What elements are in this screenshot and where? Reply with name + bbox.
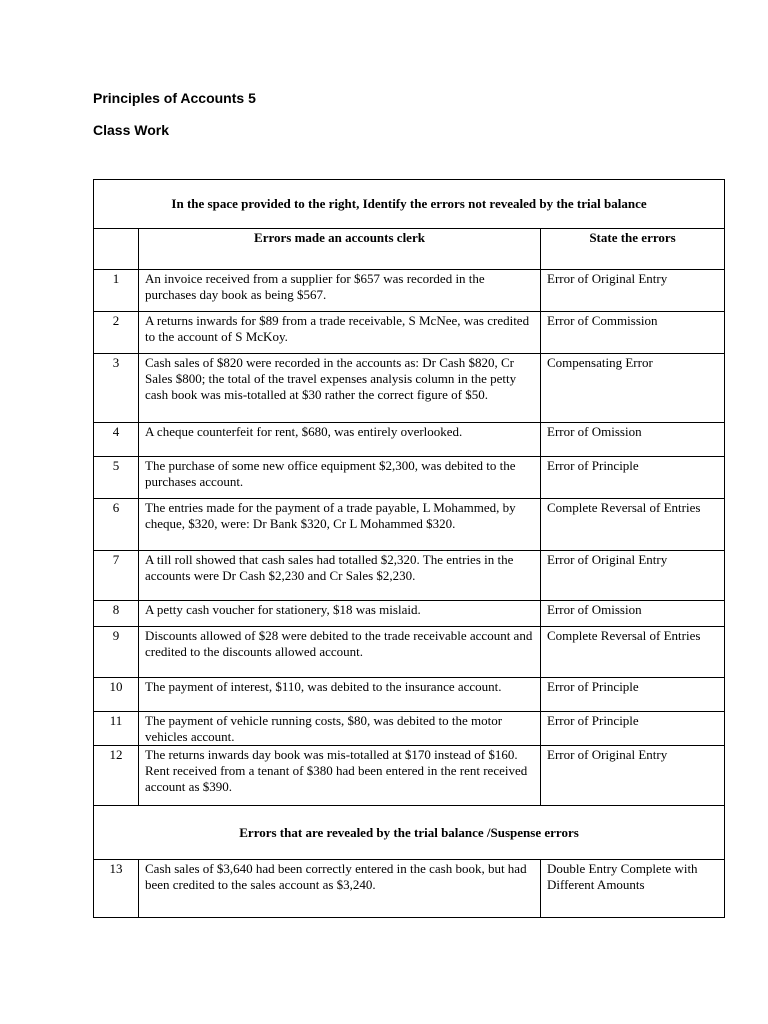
row-number: 3 bbox=[94, 354, 139, 423]
error-type: Error of Omission bbox=[541, 601, 725, 627]
error-type: Complete Reversal of Entries bbox=[541, 627, 725, 678]
row-number: 10 bbox=[94, 678, 139, 712]
table-row bbox=[94, 457, 725, 499]
error-type: Error of Omission bbox=[541, 423, 725, 457]
error-description: The entries made for the payment of a trade payable, L Mohammed, by cheque, $320, were: Dr Bank $320, Cr L Mohammed $320. bbox=[139, 499, 541, 551]
row-number: 12 bbox=[94, 746, 139, 806]
header-row bbox=[94, 229, 725, 270]
row-number: 9 bbox=[94, 627, 139, 678]
row-number: 11 bbox=[94, 712, 139, 746]
row-number: 1 bbox=[94, 270, 139, 312]
error-description: The payment of interest, $110, was debited to the insurance account. bbox=[139, 678, 541, 712]
column-header-errors: Errors made an accounts clerk bbox=[139, 229, 541, 270]
error-description: The payment of vehicle running costs, $80, was debited to the motor vehicles account. bbox=[139, 712, 541, 746]
error-type: Error of Commission bbox=[541, 312, 725, 354]
document-subtitle: Class Work bbox=[93, 122, 169, 138]
table-row bbox=[94, 678, 725, 712]
table-row bbox=[94, 423, 725, 457]
column-header-number bbox=[94, 229, 139, 270]
error-description: An invoice received from a supplier for $657 was recorded in the purchases day book as being $567. bbox=[139, 270, 541, 312]
section-title-revealed: Errors that are revealed by the trial balance /Suspense errors bbox=[94, 806, 725, 860]
table-row bbox=[94, 627, 725, 678]
table-row bbox=[94, 860, 725, 918]
error-description: A returns inwards for $89 from a trade receivable, S McNee, was credited to the account of S McKoy. bbox=[139, 312, 541, 354]
error-type: Double Entry Complete with Different Amounts bbox=[541, 860, 725, 918]
error-type: Error of Principle bbox=[541, 712, 725, 746]
error-description: The returns inwards day book was mis-totalled at $170 instead of $160. Rent received from a tenant of $380 had been entered in the rent received account as $390. bbox=[139, 746, 541, 806]
row-number: 7 bbox=[94, 551, 139, 601]
row-number: 4 bbox=[94, 423, 139, 457]
row-number: 8 bbox=[94, 601, 139, 627]
errors-table bbox=[93, 179, 725, 918]
section-title-not-revealed: In the space provided to the right, Identify the errors not revealed by the trial balance bbox=[94, 180, 725, 229]
section-banner-revealed bbox=[94, 806, 725, 860]
error-description: Cash sales of $820 were recorded in the accounts as: Dr Cash $820, Cr Sales $800; the total of the travel expenses analysis column in the petty cash book was mis-totalled at $30 rather the correct figure of $50. bbox=[139, 354, 541, 423]
error-description: Discounts allowed of $28 were debited to the trade receivable account and credited to the discounts allowed account. bbox=[139, 627, 541, 678]
row-number: 6 bbox=[94, 499, 139, 551]
error-type: Compensating Error bbox=[541, 354, 725, 423]
table-row bbox=[94, 312, 725, 354]
table-row bbox=[94, 712, 725, 746]
row-number: 2 bbox=[94, 312, 139, 354]
error-description: A till roll showed that cash sales had totalled $2,320. The entries in the accounts were Dr Cash $2,230 and Cr Sales $2,230. bbox=[139, 551, 541, 601]
document-title: Principles of Accounts 5 bbox=[93, 90, 256, 106]
error-description: The purchase of some new office equipment $2,300, was debited to the purchases account. bbox=[139, 457, 541, 499]
column-header-state: State the errors bbox=[541, 229, 725, 270]
error-type: Error of Original Entry bbox=[541, 551, 725, 601]
row-number: 5 bbox=[94, 457, 139, 499]
table-row bbox=[94, 551, 725, 601]
error-type: Error of Original Entry bbox=[541, 746, 725, 806]
error-type: Complete Reversal of Entries bbox=[541, 499, 725, 551]
table-row bbox=[94, 601, 725, 627]
error-type: Error of Principle bbox=[541, 678, 725, 712]
table-row bbox=[94, 499, 725, 551]
error-type: Error of Original Entry bbox=[541, 270, 725, 312]
table-row bbox=[94, 354, 725, 423]
error-description: Cash sales of $3,640 had been correctly entered in the cash book, but had been credited to the sales account as $3,240. bbox=[139, 860, 541, 918]
table-row bbox=[94, 746, 725, 806]
error-type: Error of Principle bbox=[541, 457, 725, 499]
error-description: A petty cash voucher for stationery, $18 was mislaid. bbox=[139, 601, 541, 627]
section-banner-not-revealed bbox=[94, 180, 725, 229]
error-description: A cheque counterfeit for rent, $680, was entirely overlooked. bbox=[139, 423, 541, 457]
table-row bbox=[94, 270, 725, 312]
row-number: 13 bbox=[94, 860, 139, 918]
